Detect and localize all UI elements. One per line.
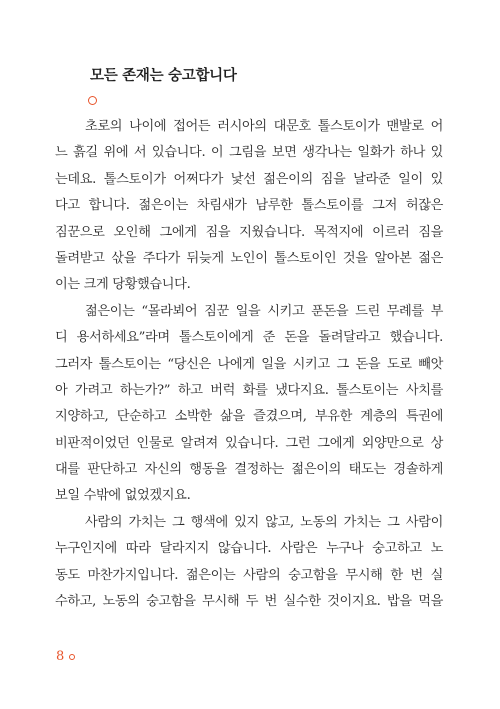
body-text — [55, 114, 443, 615]
page-number-value: 8 — [56, 649, 65, 664]
page-number — [56, 649, 75, 664]
text-line: 동도 마찬가지입니다. 젊은이는 사람의 숭고함을 무시해 한 번 실 — [55, 567, 443, 583]
text-line: 누구인지에 따라 달라지지 않습니다. 사람은 누구나 숭고하고 노 — [55, 541, 443, 557]
text-line: 이는 크게 당황했습니다. — [55, 277, 191, 293]
text-line: 아 가려고 하는가?” 하고 버럭 화를 냈다지요. 톨스토이는 사치를 — [55, 382, 443, 398]
text-line: 사람의 가치는 그 행색에 있지 않고, 노동의 가치는 그 사람이 — [85, 514, 443, 530]
text-line: 그러자 톨스토이는 “당신은 나에게 일을 시키고 그 돈을 도로 빼앗 — [55, 356, 443, 372]
circle-dot-icon — [69, 654, 75, 660]
text-line: 보일 수밖에 없었겠지요. — [55, 488, 191, 504]
text-line: 대를 판단하고 자신의 행동을 결정하는 젊은이의 태도는 경솔하게 — [55, 462, 443, 478]
text-line: 는데요. 톨스토이가 어쩌다가 낯선 젊은이의 짐을 날라준 일이 있 — [55, 171, 443, 187]
text-line: 젊은이는 “몰라뵈어 짐꾼 일을 시키고 푼돈을 드린 무례를 부 — [85, 303, 443, 319]
page-title: 모든 존재는 숭고합니다 — [90, 68, 237, 84]
text-line: 비판적이었던 인물로 알려져 있습니다. 그런 그에게 외양만으로 상 — [55, 435, 443, 451]
text-line: 초로의 나이에 접어든 러시아의 대문호 톨스토이가 맨발로 어 — [85, 119, 443, 134]
text-line: 디 용서하세요”라며 톨스토이에게 준 돈을 돌려달라고 했습니다. — [55, 330, 443, 346]
text-line: 지양하고, 단순하고 소박한 삶을 즐겼으며, 부유한 계층의 특권에 — [55, 409, 443, 425]
text-line: 수하고, 노동의 숭고함을 무시해 두 번 실수한 것이지요. 밥을 먹을 — [55, 594, 443, 610]
circle-mark-icon — [88, 96, 97, 105]
text-line: 다고 합니다. 젊은이는 차림새가 남루한 톨스토이를 그저 허잖은 — [55, 198, 443, 214]
text-line: 짐꾼으로 오인해 그에게 짐을 지웠습니다. 목적지에 이르러 짐을 — [55, 224, 443, 240]
text-line: 돌려받고 삯을 주다가 뒤늦게 노인이 톨스토이인 것을 알아본 젊은 — [55, 250, 443, 266]
text-line: 느 흙길 위에 서 있습니다. 이 그림을 보면 생각나는 일화가 하나 있 — [55, 145, 443, 161]
